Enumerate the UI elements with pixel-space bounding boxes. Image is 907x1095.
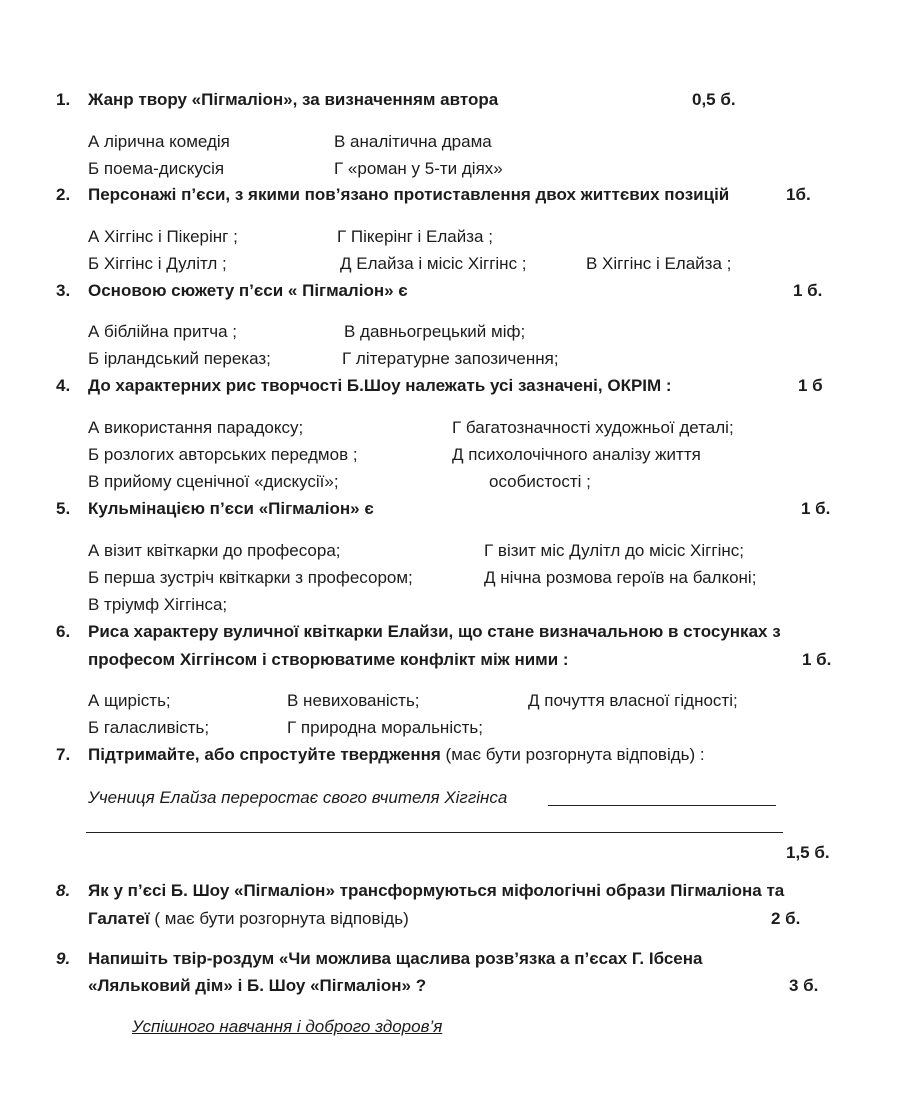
q6-option-v: В невихованість; (287, 691, 420, 710)
q7-answer-line-2[interactable] (86, 832, 783, 833)
q3-text: Основою сюжету п’єси « Пігмаліон» є (88, 281, 408, 300)
q4-option-a: А використання парадоксу; (88, 418, 304, 437)
q7-instruction: Підтримайте, або спростуйте твердження (88, 745, 441, 764)
q6-text-line2: професом Хіггінсом і створюватиме конфлікт між ними : (88, 650, 569, 669)
q4-option-d-cont: особистості ; (489, 472, 591, 491)
q4-points: 1 б (798, 376, 823, 395)
q4-number: 4. (56, 376, 71, 395)
q1-option-v: В аналітична драма (334, 132, 492, 151)
q6-option-b: Б галасливість; (88, 718, 210, 737)
q7-answer-line-1[interactable] (548, 805, 776, 806)
q3-option-a: А біблійна притча ; (88, 322, 238, 341)
q8-line2-bold: Галатеї (88, 909, 150, 928)
q8-number: 8. (56, 881, 71, 900)
q6-option-d: Д почуття власної гідності; (528, 691, 738, 710)
q2-option-b: Б Хіггінс і Дулітл ; (88, 254, 227, 273)
q8-text-line2 (88, 909, 409, 929)
q4-text: До характерних рис творчості Б.Шоу належать усі зазначені, ОКРІМ : (88, 376, 672, 395)
q4-option-v: В прийому сценічної «дискусії»; (88, 472, 339, 491)
q2-points: 1б. (786, 185, 811, 204)
q1-points: 0,5 б. (692, 90, 736, 109)
q7-statement: Учениця Елайза переростає свого вчителя Хіггінса (88, 788, 508, 807)
q4-option-b: Б розлогих авторських передмов ; (88, 445, 358, 464)
q1-option-b: Б поема-дискусія (88, 159, 225, 178)
q6-points: 1 б. (802, 650, 832, 669)
q2-option-g: Г Пікерінг і Елайза ; (337, 227, 493, 246)
q1-option-g: Г «роман у 5-ти діях» (334, 159, 503, 178)
q5-option-a: А візит квіткарки до професора; (88, 541, 341, 560)
q5-text: Кульмінацією п’єси «Пігмаліон» є (88, 499, 374, 518)
q9-points: 3 б. (789, 976, 819, 995)
q8-text-line1: Як у п’єсі Б. Шоу «Пігмаліон» трансформуються міфологічні образи Пігмаліона та (88, 881, 785, 900)
q2-option-v: В Хіггінс і Елайза ; (586, 254, 732, 273)
q8-points: 2 б. (771, 909, 801, 928)
q7-points: 1,5 б. (786, 843, 830, 862)
q9-text-line2: «Ляльковий дім» і Б. Шоу «Пігмаліон» ? (88, 976, 427, 995)
q7-text (88, 745, 705, 765)
q2-text: Персонажі п’єси, з якими пов’язано протиставлення двох життєвих позицій (88, 185, 730, 204)
q9-text-line1: Напишіть твір-роздум «Чи можлива щаслива розв’язка а п’єсах Г. Ібсена (88, 949, 703, 968)
q2-option-d: Д Елайза і місіс Хіггінс ; (340, 254, 527, 273)
q4-option-g: Г багатозначності художньої деталі; (452, 418, 734, 437)
q8-note: ( має бути розгорнута відповідь) (149, 909, 409, 928)
q1-number: 1. (56, 90, 71, 109)
q1-option-a: А лірична комедія (88, 132, 230, 151)
q5-option-b: Б перша зустріч квіткарки з професором; (88, 568, 413, 587)
q6-option-g: Г природна моральність; (287, 718, 483, 737)
q3-option-v: В давньогрецький міф; (344, 322, 526, 341)
q3-points: 1 б. (793, 281, 823, 300)
q3-number: 3. (56, 281, 71, 300)
q5-option-v: В тріумф Хіггінса; (88, 595, 228, 614)
q5-option-g: Г візит міс Дулітл до місіс Хіггінс; (484, 541, 744, 560)
q6-number: 6. (56, 622, 71, 641)
q7-number: 7. (56, 745, 71, 764)
q2-number: 2. (56, 185, 71, 204)
q5-option-d: Д нічна розмова героїв на балконі; (484, 568, 757, 587)
q1-text: Жанр твору «Пігмаліон», за визначенням автора (88, 90, 499, 109)
q6-option-a: А щирість; (88, 691, 171, 710)
q5-points: 1 б. (801, 499, 831, 518)
q6-text-line1: Риса характеру вуличної квіткарки Елайзи, що стане визначальною в стосунках з (88, 622, 781, 641)
q7-note: (має бути розгорнута відповідь) : (440, 745, 705, 764)
q3-option-b: Б ірландський переказ; (88, 349, 271, 368)
q2-option-a: А Хіггінс і Пікерінг ; (88, 227, 238, 246)
q9-number: 9. (56, 949, 71, 968)
closing-wish: Успішного навчання і доброго здоров’я (132, 1017, 443, 1036)
q3-option-g: Г літературне запозичення; (342, 349, 559, 368)
q5-number: 5. (56, 499, 71, 518)
q4-option-d: Д психолочічного аналізу життя (452, 445, 701, 464)
